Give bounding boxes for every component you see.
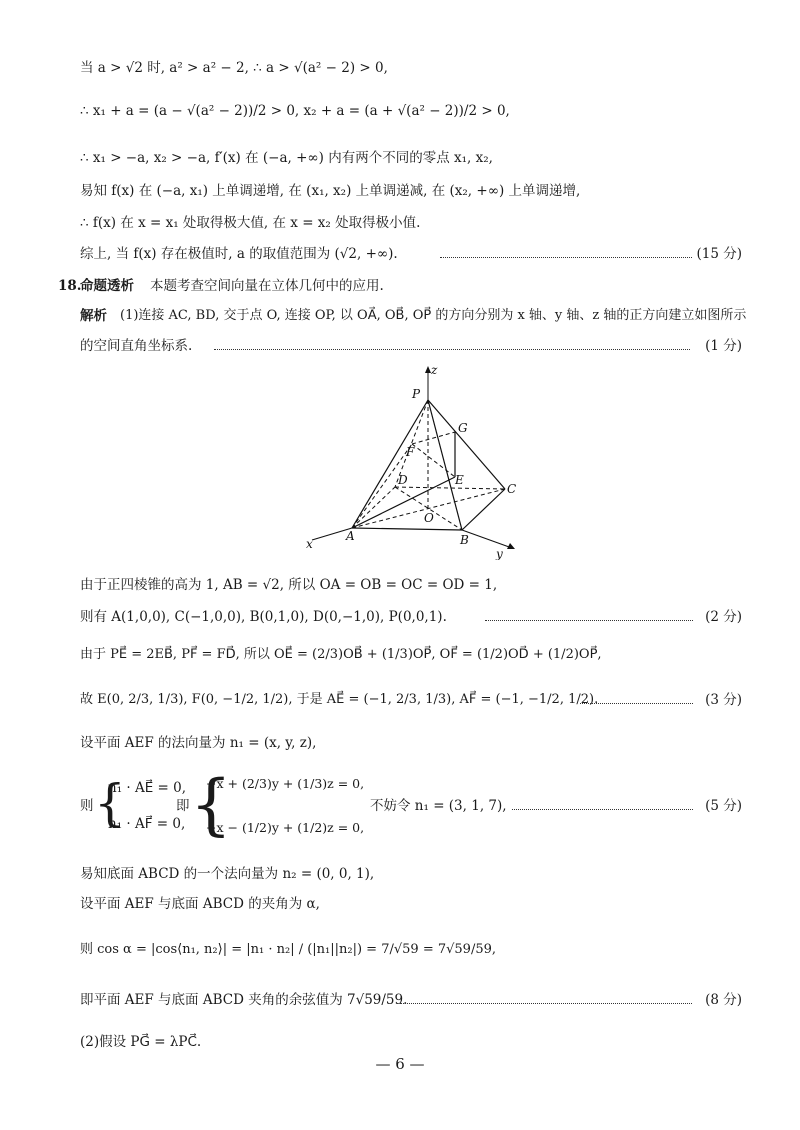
line-vectors: 由于 PE⃗ = 2EB⃗, PF⃗ = FD⃗, 所以 OE⃗ = (2/3)OB⃗ + (1/3)OP⃗, OF⃗ = (1/2)OD⃗ + (1/2)OP⃗,: [80, 647, 602, 662]
svg-text:O: O: [424, 511, 434, 525]
svg-text:A: A: [346, 529, 355, 543]
analysis-line-2: 的空间直角坐标系.: [80, 338, 193, 354]
score-8: (8 分): [705, 992, 742, 1008]
line-cos-result: 即平面 AEF 与底面 ABCD 夹角的余弦值为 7√59/59.: [80, 992, 408, 1008]
svg-text:C: C: [507, 482, 517, 496]
line-5: ∴ f(x) 在 x = x₁ 处取得极大值, 在 x = x₂ 处取得极小值.: [80, 215, 421, 231]
leader-dots: [485, 620, 693, 621]
svg-text:B: B: [460, 533, 469, 547]
line-points: 故 E(0, 2/3, 1/3), F(0, −1/2, 1/2), 于是 AE⃗ = (−1, 2/3, 1/3), AF⃗ = (−1, −1/2, 1/2).: [80, 692, 599, 707]
svg-text:P: P: [412, 387, 421, 401]
line-6: 综上, 当 f(x) 存在极值时, a 的取值范围为 (√2, +∞).: [80, 246, 398, 262]
system-eq-3: −x + (2/3)y + (1/3)z = 0,: [206, 776, 365, 791]
system-namely: 即: [176, 798, 190, 814]
line-4: 易知 f(x) 在 (−a, x₁) 上单调递增, 在 (x₁, x₂) 上单调递减, 在 (x₂, +∞) 上单调递增,: [80, 183, 581, 199]
leader-dots: [214, 349, 690, 350]
svg-text:x: x: [306, 537, 313, 551]
svg-text:D: D: [398, 473, 408, 487]
svg-text:z: z: [431, 363, 438, 377]
problem-number: 18.: [58, 278, 82, 294]
score-3: (3 分): [705, 692, 742, 708]
score-5: (5 分): [705, 798, 742, 814]
leader-dots: [580, 703, 693, 704]
line-3: ∴ x₁ > −a, x₂ > −a, f′(x) 在 (−a, +∞) 内有两个不同的零点 x₁, x₂,: [80, 150, 493, 166]
heading-analysis: 解析: [80, 308, 107, 324]
line-coordinates: 则有 A(1,0,0), C(−1,0,0), B(0,1,0), D(0,−1,0), P(0,0,1).: [80, 609, 447, 625]
leader-dots: [400, 1003, 692, 1004]
page-number: — 6 —: [375, 1055, 425, 1073]
heading-intent: 命题透析: [80, 278, 134, 294]
line-part2: (2)假设 PG⃗ = λPC⃗.: [80, 1034, 202, 1050]
svg-text:y: y: [496, 547, 503, 560]
y-arrow: [507, 543, 515, 549]
y-axis: [462, 530, 512, 548]
line-normal-vector: 设平面 AEF 的法向量为 n₁ = (x, y, z),: [80, 735, 317, 751]
leader-dots: [440, 257, 692, 258]
svg-text:G: G: [458, 421, 468, 435]
leader-dots: [512, 809, 693, 810]
score-2: (2 分): [705, 609, 742, 625]
line-height-values: 由于正四棱锥的高为 1, AB = √2, 所以 OA = OB = OC = OD = 1,: [80, 577, 498, 593]
svg-text:F: F: [406, 445, 415, 459]
line-angle: 设平面 AEF 与底面 ABCD 的夹角为 α,: [80, 896, 320, 912]
score-1: (1 分): [705, 338, 742, 354]
left-brace: {: [94, 774, 126, 832]
line-1: 当 a > √2 时, a² > a² − 2, ∴ a > √(a² − 2) > 0,: [80, 60, 388, 76]
score-15: (15 分): [696, 246, 742, 262]
analysis-line-1: (1)连接 AC, BD, 交于点 O, 连接 OP, 以 OA⃗, OB⃗, OP⃗ 的方向分别为 x 轴、y 轴、z 轴的正方向建立如图所示: [120, 308, 747, 323]
system-eq-4: −x − (1/2)y + (1/2)z = 0,: [206, 820, 365, 835]
line-base-normal: 易知底面 ABCD 的一个法向量为 n₂ = (0, 0, 1),: [80, 866, 375, 882]
intent-text: 本题考查空间向量在立体几何中的应用.: [150, 278, 384, 294]
line-cos: 则 cos α = |cos⟨n₁, n₂⟩| = |n₁ · n₂| / (|n₁||n₂|) = 7/√59 = 7√59/59,: [80, 942, 496, 957]
right-brace: {: [190, 766, 232, 843]
system-then: 则: [80, 798, 94, 814]
svg-text:E: E: [455, 473, 464, 487]
figure-labels: [306, 363, 516, 560]
system-eq-2: n₁ · AF⃗ = 0,: [108, 816, 186, 832]
system-eq-1: n₁ · AE⃗ = 0,: [108, 780, 187, 796]
line-2: ∴ x₁ + a = (a − √(a² − 2))/2 > 0, x₂ + a = (a + √(a² − 2))/2 > 0,: [80, 103, 510, 119]
line-choose-n1: 不妨令 n₁ = (3, 1, 7),: [370, 798, 507, 814]
pyramid-figure: [300, 362, 530, 560]
